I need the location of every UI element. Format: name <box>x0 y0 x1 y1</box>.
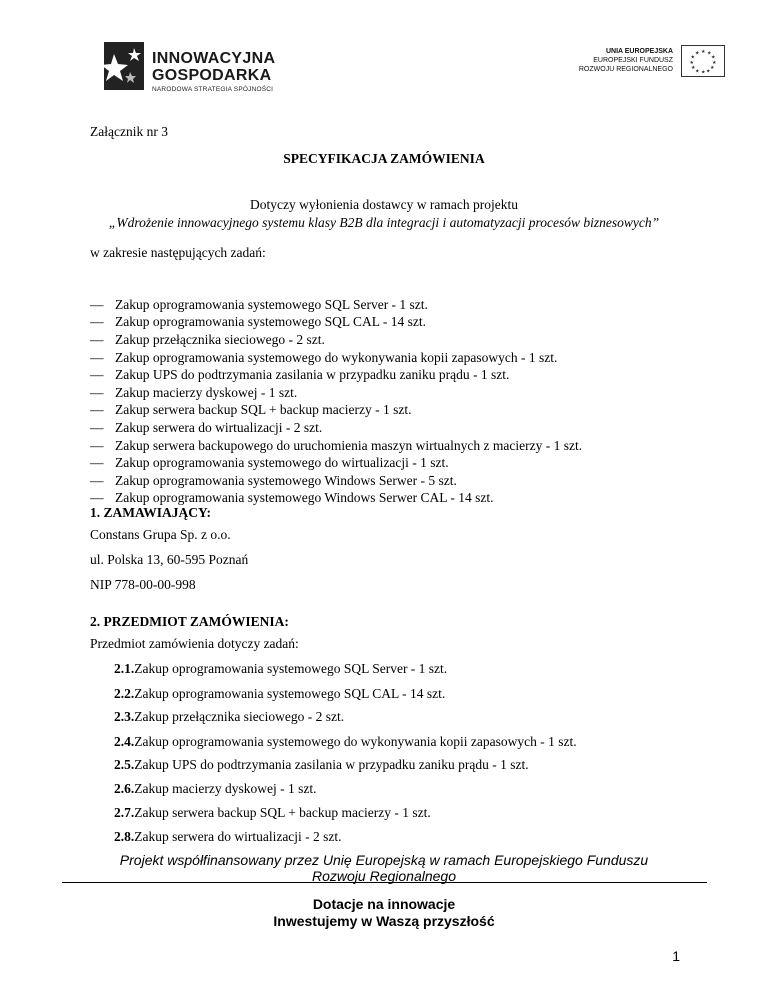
list-item <box>114 686 445 702</box>
company-nip: NIP 778-00-00-998 <box>90 577 196 592</box>
list-item <box>90 437 582 455</box>
item-number: 2.8. <box>114 829 135 844</box>
svg-text:★: ★ <box>711 54 716 61</box>
list-item <box>90 419 582 437</box>
slogan-line-1: Dotacje na innowacje <box>312 896 456 912</box>
list-item <box>114 734 577 750</box>
task-text: Zakup oprogramowania systemowego Windows Serwer - 5 szt. <box>115 472 457 488</box>
project-name: „Wdrożenie innowacyjnego systemu klasy B2B dla integracji i automatyzacji procesów biznesowych” <box>108 215 660 230</box>
scope-intro: w zakresie następujących zadań: <box>90 245 266 260</box>
svg-text:★: ★ <box>691 65 696 71</box>
eu-line-2: EUROPEJSKI FUNDUSZ <box>593 57 673 64</box>
annex-label: Załącznik nr 3 <box>90 124 168 139</box>
logo-line-1: INNOWACYJNA <box>152 50 276 67</box>
item-number: 2.6. <box>114 781 135 796</box>
list-item <box>90 296 582 314</box>
star-logo-icon <box>100 38 148 94</box>
dash-bullet: — <box>90 367 104 383</box>
svg-text:★: ★ <box>701 49 706 55</box>
task-text: Zakup serwera do wirtualizacji - 2 szt. <box>115 419 323 435</box>
item-text: Zakup macierzy dyskowej - 1 szt. <box>134 781 317 796</box>
item-number: 2.1. <box>114 661 135 676</box>
task-text: Zakup oprogramowania systemowego SQL Server - 1 szt. <box>115 296 428 312</box>
list-item <box>90 314 582 332</box>
task-text: Zakup oprogramowania systemowego do wykonywania kopii zapasowych - 1 szt. <box>115 349 558 365</box>
list-item <box>114 781 316 797</box>
svg-text:★: ★ <box>695 68 700 75</box>
task-text: Zakup serwera backupowego do uruchomienia maszyn wirtualnych z macierzy - 1 szt. <box>115 437 583 453</box>
logo-line-2: GOSPODARKA <box>152 67 272 84</box>
company-name: Constans Grupa Sp. z o.o. <box>90 527 231 542</box>
innowacyjna-gospodarka-logo <box>100 38 300 98</box>
dash-bullet: — <box>90 472 104 488</box>
dash-bullet: — <box>90 402 104 418</box>
list-item <box>114 757 529 773</box>
item-text: Zakup serwera do wirtualizacji - 2 szt. <box>134 829 342 844</box>
list-item <box>90 454 582 472</box>
list-item <box>90 472 582 490</box>
task-text: Zakup macierzy dyskowej - 1 szt. <box>115 384 298 400</box>
item-number: 2.5. <box>114 757 135 772</box>
footer-divider <box>62 882 707 883</box>
item-text: Zakup UPS do podtrzymania zasilania w przypadku zaniku prądu - 1 szt. <box>134 757 529 772</box>
dash-bullet: — <box>90 296 104 312</box>
item-text: Zakup przełącznika sieciowego - 2 szt. <box>134 709 345 724</box>
list-item <box>90 331 582 349</box>
dash-bullet: — <box>90 437 104 453</box>
eu-logo <box>565 47 725 87</box>
svg-text:★: ★ <box>710 65 715 71</box>
list-item <box>114 709 344 725</box>
item-text: Zakup oprogramowania systemowego SQL CAL - 14 szt. <box>134 686 446 701</box>
dash-bullet: — <box>90 490 104 506</box>
list-item <box>90 366 582 384</box>
item-text: Zakup oprogramowania systemowego SQL Server - 1 szt. <box>134 661 448 676</box>
task-text: Zakup przełącznika sieciowego - 2 szt. <box>115 331 325 347</box>
intro-line: Dotyczy wyłonienia dostawcy w ramach projektu <box>249 197 519 212</box>
cofinance-line-1: Projekt współfinansowany przez Unię Europejską w ramach Europejskiego Funduszu <box>119 852 649 868</box>
task-text: Zakup oprogramowania systemowego do wirtualizacji - 1 szt. <box>115 455 449 471</box>
svg-text:★: ★ <box>689 60 694 66</box>
section-2-intro: Przedmiot zamówienia dotyczy zadań: <box>90 636 299 651</box>
task-text: Zakup oprogramowania systemowego SQL CAL - 14 szt. <box>115 314 426 330</box>
eu-line-3: ROZWOJU REGIONALNEGO <box>578 66 673 73</box>
list-item <box>114 805 431 821</box>
section-1-heading: 1. ZAMAWIAJĄCY: <box>90 505 212 520</box>
dash-bullet: — <box>90 455 104 471</box>
list-item <box>114 661 447 677</box>
item-number: 2.2. <box>114 686 135 701</box>
dash-bullet: — <box>90 314 104 330</box>
item-number: 2.4. <box>114 734 135 749</box>
item-text: Zakup serwera backup SQL + backup macierzy - 1 szt. <box>134 805 431 820</box>
task-text: Zakup oprogramowania systemowego Windows Serwer CAL - 14 szt. <box>115 490 494 506</box>
page-number: 1 <box>672 948 680 964</box>
list-item <box>90 384 582 402</box>
dash-bullet: — <box>90 384 104 400</box>
dash-bullet: — <box>90 331 104 347</box>
list-item <box>90 402 582 420</box>
slogan-line-2: Inwestujemy w Waszą przyszłość <box>273 913 495 929</box>
svg-text:★: ★ <box>690 54 695 61</box>
eu-flag-icon <box>681 45 725 77</box>
svg-text:★: ★ <box>701 69 706 76</box>
item-number: 2.3. <box>114 709 135 724</box>
svg-text:★: ★ <box>706 68 711 75</box>
cofinance-line-2: Rozwoju Regionalnego <box>312 868 456 884</box>
item-number: 2.7. <box>114 805 135 820</box>
svg-text:★: ★ <box>695 50 700 57</box>
dash-bullet: — <box>90 419 104 435</box>
item-text: Zakup oprogramowania systemowego do wykonywania kopii zapasowych - 1 szt. <box>134 734 577 749</box>
svg-text:★: ★ <box>707 50 712 57</box>
company-address: ul. Polska 13, 60-595 Poznań <box>90 552 249 567</box>
task-text: Zakup UPS do podtrzymania zasilania w przypadku zaniku prądu - 1 szt. <box>115 367 510 383</box>
list-item <box>114 829 342 845</box>
list-item <box>90 349 582 367</box>
logo-subtitle: NARODOWA STRATEGIA SPÓJNOŚCI <box>152 86 274 93</box>
dash-bullet: — <box>90 349 104 365</box>
svg-text:★: ★ <box>712 60 717 66</box>
eu-line-1: UNIA EUROPEJSKA <box>605 48 673 55</box>
task-text: Zakup serwera backup SQL + backup macierzy - 1 szt. <box>115 402 412 418</box>
task-list <box>90 296 582 507</box>
page-title: SPECYFIKACJA ZAMÓWIENIA <box>283 151 485 166</box>
section-2-heading: 2. PRZEDMIOT ZAMÓWIENIA: <box>90 614 289 629</box>
